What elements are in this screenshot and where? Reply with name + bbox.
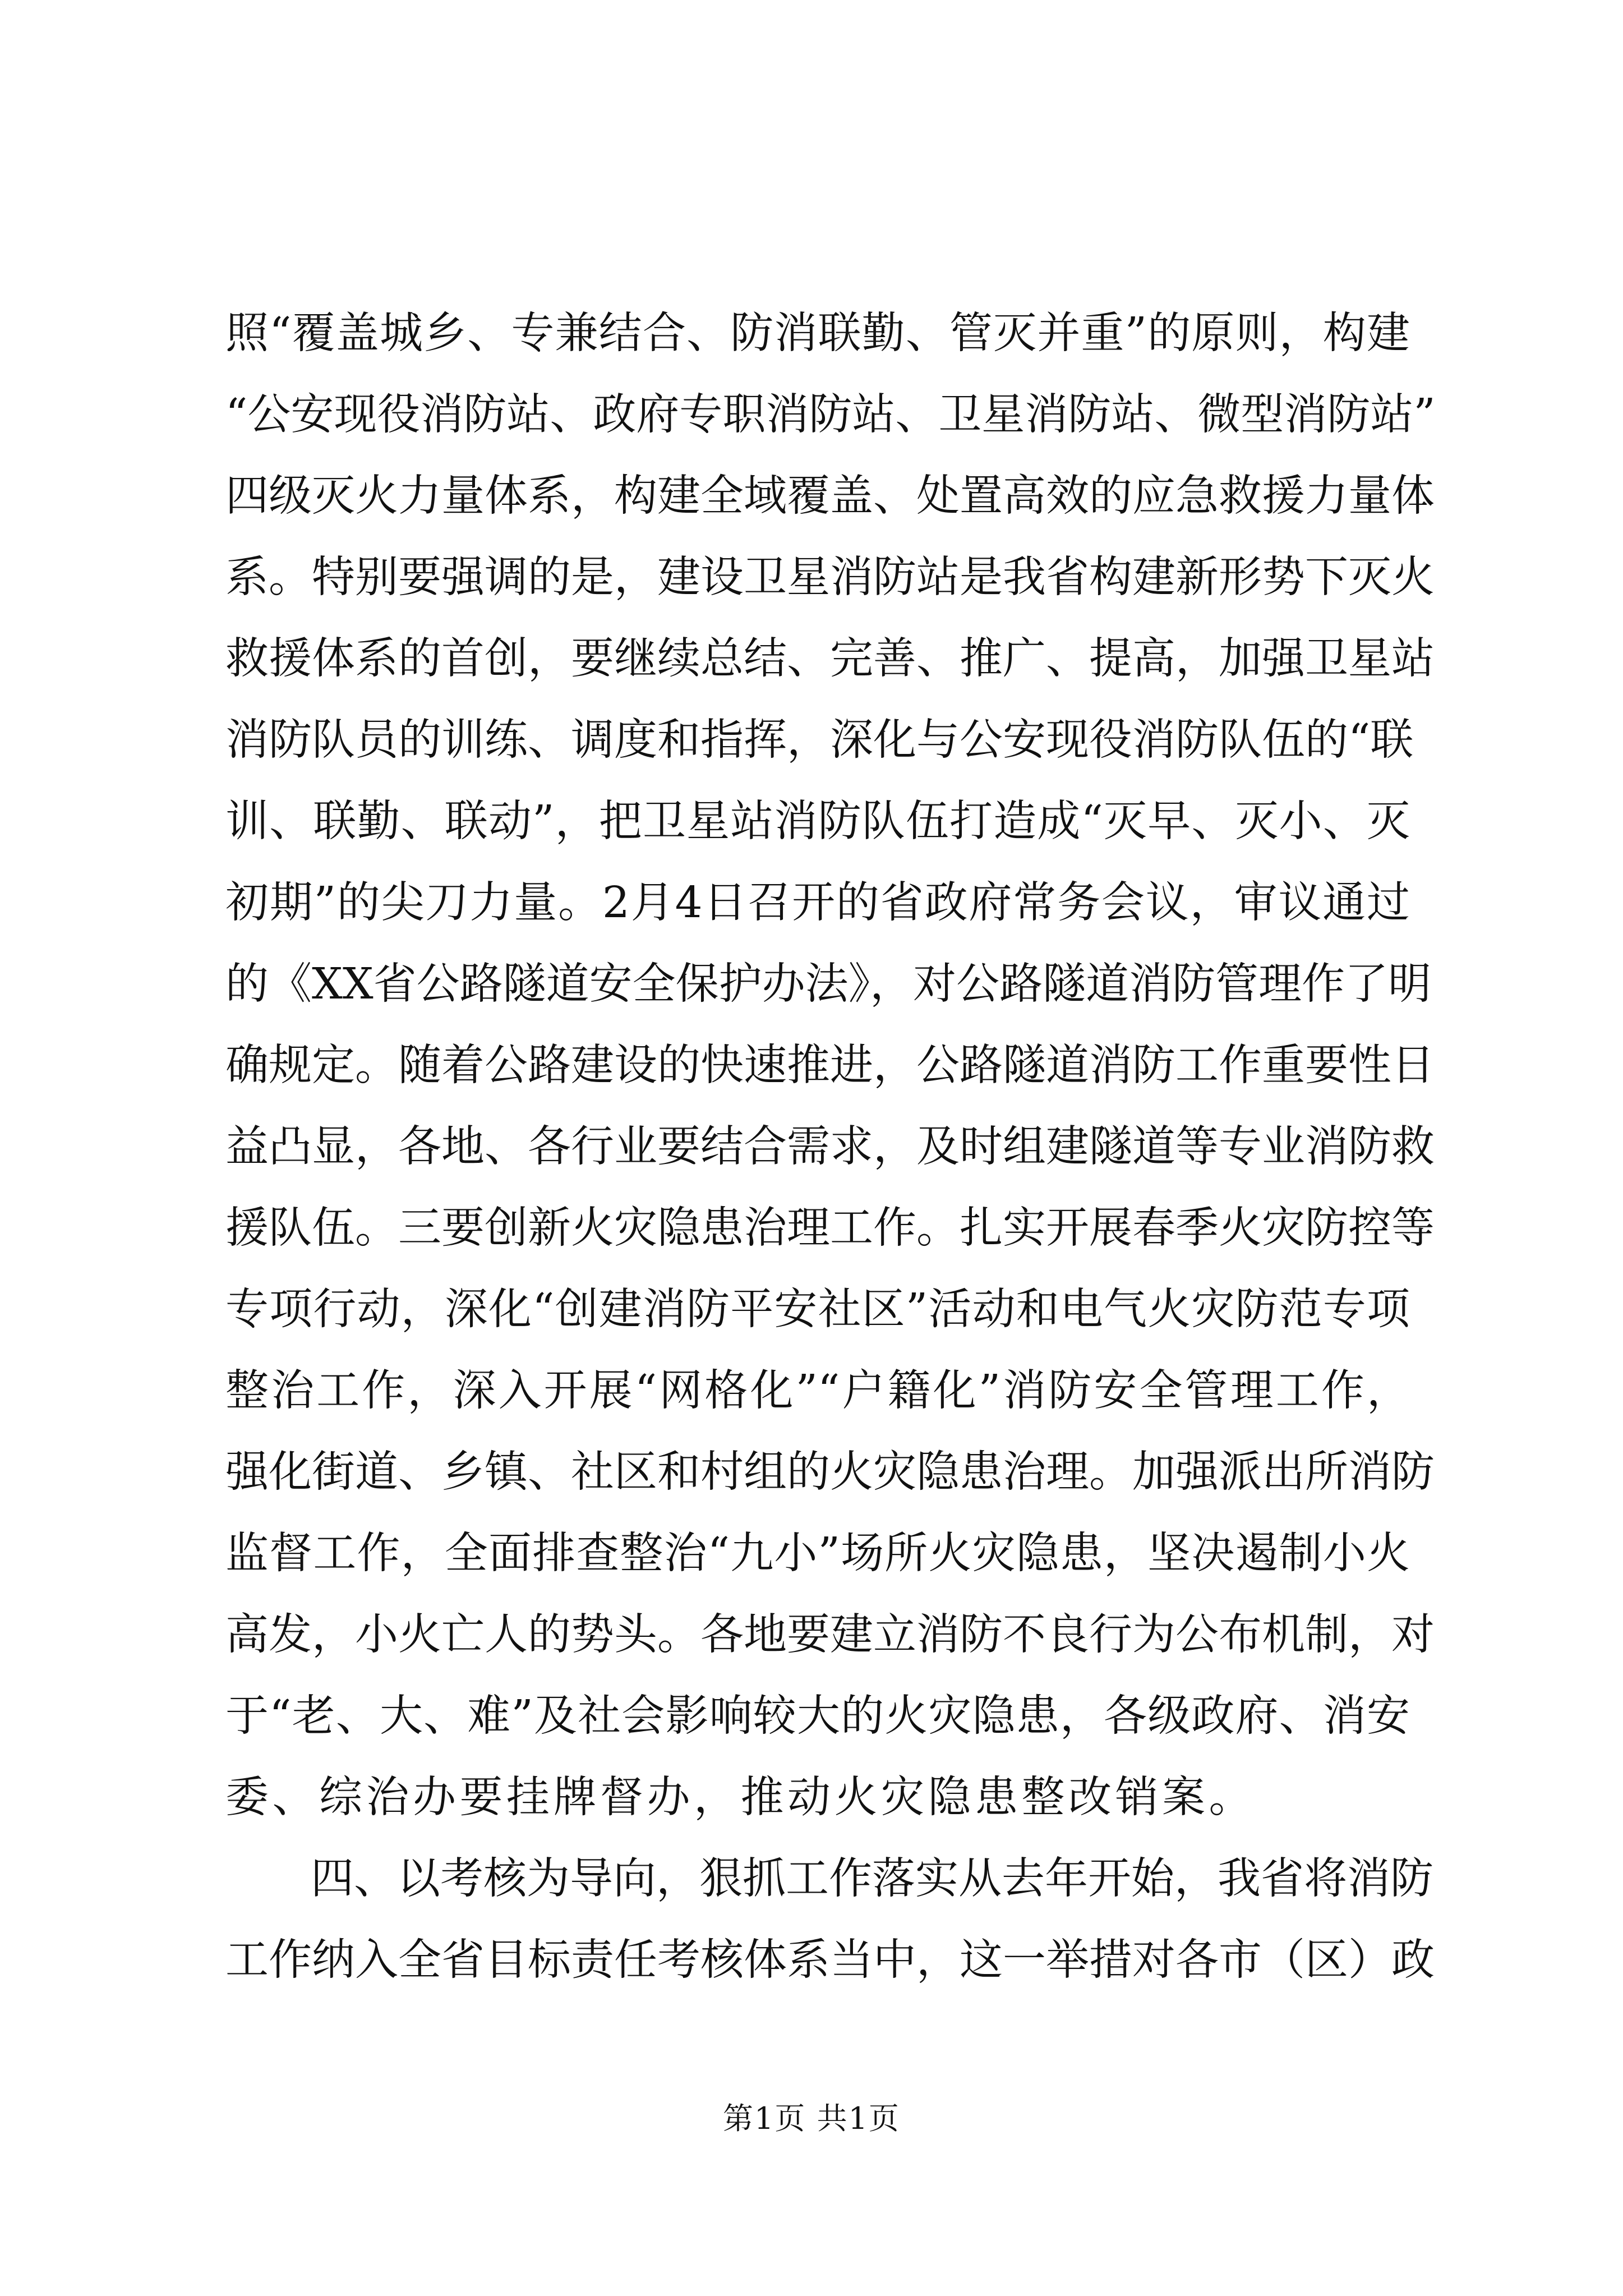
text-line: 强化街道、乡镇、社区和村组的火灾隐患治理。加强派出所消防 [225,1447,1435,1497]
text-line: 训、联勤、联动”，把卫星站消防队伍打造成“灭早、灭小、灭 [225,797,1410,846]
text-line: 确规定。随着公路建设的快速推进，公路隧道消防工作重要性日 [225,1041,1435,1091]
text-line: 消防队员的训练、调度和指挥，深化与公安现役消防队伍的“联 [225,715,1414,765]
text-line: 工作纳入全省目标责任考核体系当中，这一举措对各市（区）政 [225,1935,1435,1985]
text-line: 的《XX省公路隧道安全保护办法》，对公路隧道消防管理作了明 [225,959,1432,1009]
text-line: 救援体系的首创，要继续总结、完善、推广、提高，加强卫星站 [225,634,1435,684]
text-line: 整治工作，深入开展“网格化”“户籍化”消防安全管理工作， [225,1366,1410,1416]
text-line: 高发，小火亡人的势头。各地要建立消防不良行为公布机制，对 [225,1610,1435,1660]
text-line: 益凸显，各地、各行业要结合需求，及时组建隧道等专业消防救 [225,1122,1435,1172]
text-line: 四级灭火力量体系，构建全域覆盖、处置高效的应急救援力量体 [225,471,1435,521]
text-line: 专项行动，深化“创建消防平安社区”活动和电气火灾防范专项 [225,1285,1410,1335]
text-line: 系。特别要强调的是，建设卫星消防站是我省构建新形势下灭火 [225,553,1435,602]
text-line: “公安现役消防站、政府专职消防站、卫星消防站、微型消防站” [225,390,1436,440]
text-line: 援队伍。三要创新火灾隐患治理工作。扎实开展春季火灾防控等 [225,1203,1435,1253]
text-line: 委、综治办要挂牌督办，推动火灾隐患整改销案。 [225,1773,1256,1823]
text-line: 于“老、大、难”及社会影响较大的火灾隐患，各级政府、消安 [225,1691,1410,1741]
page-footer: 第1页 共1页 [723,2101,900,2136]
text-line: 监督工作，全面排查整治“九小”场所火灾隐患，坚决遏制小火 [225,1529,1410,1579]
text-line: 初期”的尖刀力量。2月4日召开的省政府常务会议，审议通过 [225,878,1410,928]
text-line: 照“覆盖城乡、专兼结合、防消联勤、管灭并重”的原则，构建 [225,309,1410,358]
paragraph-first-line: 四、以考核为导向，狠抓工作落实从去年开始，我省将消防 [311,1854,1433,1904]
